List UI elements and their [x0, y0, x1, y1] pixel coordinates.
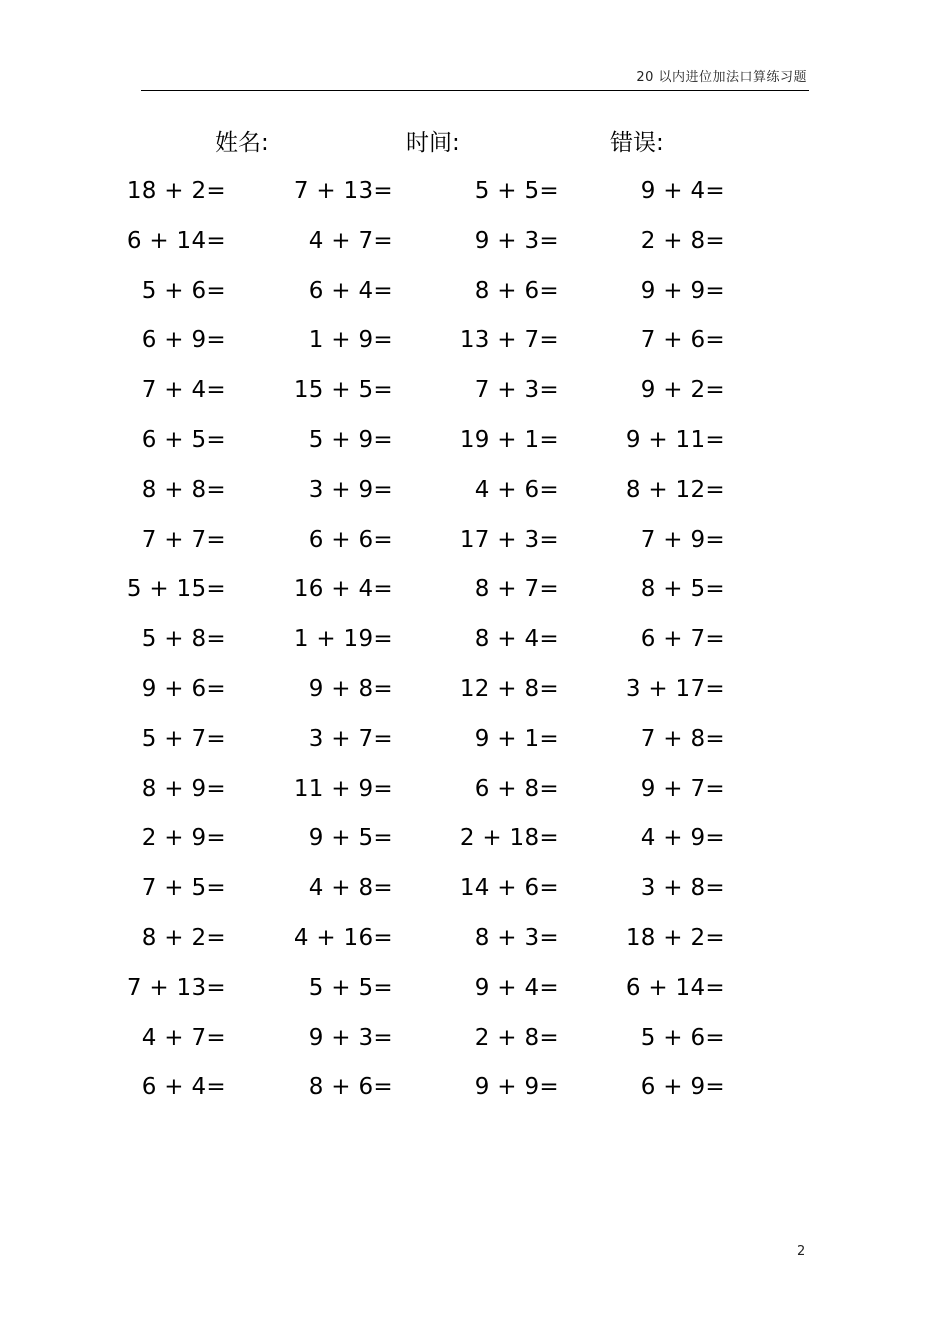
problem-row — [0, 714, 950, 764]
math-problem: 2 + 8= — [474, 1024, 559, 1051]
math-problem: 9 + 11= — [625, 427, 725, 453]
math-problem: 14 + 6= — [459, 875, 559, 902]
problem-row — [0, 266, 950, 316]
math-problem: 9 + 9= — [474, 1074, 559, 1101]
math-problem: 7 + 9= — [640, 526, 725, 553]
math-problem: 8 + 4= — [474, 626, 559, 653]
math-problem: 17 + 3= — [459, 526, 559, 553]
math-problem: 8 + 2= — [141, 925, 226, 951]
math-problem: 6 + 4= — [141, 1074, 226, 1101]
problem-row — [0, 216, 950, 266]
math-problem: 2 + 8= — [640, 227, 725, 254]
math-problem: 9 + 9= — [640, 277, 725, 304]
math-problem: 1 + 19= — [293, 626, 393, 653]
math-problem: 6 + 5= — [141, 427, 226, 453]
problem-row — [0, 1062, 950, 1112]
problem-row — [0, 963, 950, 1013]
math-problem: 7 + 13= — [126, 974, 226, 1001]
problem-row — [0, 913, 950, 963]
time-label: 时间: — [406, 130, 460, 156]
math-problem: 11 + 9= — [293, 775, 393, 802]
problem-row — [0, 764, 950, 814]
math-problem: 4 + 16= — [293, 925, 393, 951]
math-problem: 8 + 9= — [141, 775, 226, 802]
math-problem: 8 + 6= — [474, 277, 559, 304]
math-problem: 1 + 9= — [308, 327, 393, 354]
problem-row — [0, 365, 950, 415]
math-problem: 3 + 17= — [625, 676, 725, 702]
math-problem: 4 + 7= — [308, 227, 393, 254]
math-problem: 4 + 6= — [474, 476, 559, 503]
math-problem: 5 + 7= — [141, 725, 226, 752]
name-label: 姓名: — [215, 130, 269, 156]
math-problem: 3 + 7= — [308, 725, 393, 752]
math-problem: 15 + 5= — [293, 377, 393, 404]
math-problem: 6 + 4= — [308, 277, 393, 304]
math-problem: 9 + 4= — [474, 974, 559, 1001]
math-problem: 6 + 14= — [625, 974, 725, 1001]
problem-row — [0, 564, 950, 614]
math-problem: 8 + 7= — [474, 576, 559, 603]
math-problem: 7 + 3= — [474, 377, 559, 404]
math-problem: 12 + 8= — [459, 676, 559, 702]
math-problem: 6 + 14= — [126, 227, 226, 254]
math-problem: 18 + 2= — [126, 178, 226, 204]
math-problem: 5 + 5= — [308, 974, 393, 1001]
math-problem: 4 + 8= — [308, 875, 393, 902]
math-problem: 18 + 2= — [625, 925, 725, 951]
math-problem: 8 + 6= — [308, 1074, 393, 1101]
math-problem: 6 + 9= — [640, 1074, 725, 1101]
math-problem: 6 + 8= — [474, 775, 559, 802]
math-problem: 16 + 4= — [293, 576, 393, 603]
math-problem: 5 + 6= — [640, 1024, 725, 1051]
math-problem: 9 + 8= — [308, 676, 393, 702]
math-problem: 3 + 8= — [640, 875, 725, 902]
problem-row — [0, 863, 950, 913]
math-problem: 9 + 7= — [640, 775, 725, 802]
math-problem: 9 + 4= — [640, 178, 725, 204]
problem-row — [0, 515, 950, 565]
math-problem: 9 + 2= — [640, 377, 725, 404]
problem-row — [0, 1013, 950, 1063]
page-number: 2 — [797, 1244, 806, 1259]
math-problem: 9 + 6= — [141, 676, 226, 702]
math-problem: 7 + 6= — [640, 327, 725, 354]
math-problem: 5 + 5= — [474, 178, 559, 204]
math-problem: 9 + 5= — [308, 825, 393, 852]
problem-row — [0, 465, 950, 515]
header-title: 20 以内进位加法口算练习题 — [636, 70, 807, 85]
problem-row — [0, 664, 950, 714]
math-problem: 7 + 5= — [141, 875, 226, 902]
problem-row — [0, 614, 950, 664]
math-problem: 7 + 7= — [141, 526, 226, 553]
error-label: 错误: — [610, 130, 664, 156]
math-problem: 6 + 7= — [640, 626, 725, 653]
math-problem: 5 + 9= — [308, 427, 393, 453]
math-problem: 13 + 7= — [459, 327, 559, 354]
math-problem: 9 + 3= — [474, 227, 559, 254]
math-problem: 5 + 6= — [141, 277, 226, 304]
math-problem: 5 + 8= — [141, 626, 226, 653]
student-info-row — [0, 126, 950, 160]
math-problem: 7 + 4= — [141, 377, 226, 404]
problem-row — [0, 315, 950, 365]
problem-row — [0, 166, 950, 216]
math-problem: 2 + 18= — [459, 825, 559, 852]
math-problem: 8 + 8= — [141, 476, 226, 503]
math-problem: 4 + 9= — [640, 825, 725, 852]
math-problem: 2 + 9= — [141, 825, 226, 852]
math-problem: 9 + 1= — [474, 725, 559, 752]
math-problem: 19 + 1= — [459, 427, 559, 453]
math-problem: 7 + 13= — [293, 178, 393, 204]
math-problem: 7 + 8= — [640, 725, 725, 752]
problem-row — [0, 813, 950, 863]
math-problem: 3 + 9= — [308, 476, 393, 503]
math-problem: 9 + 3= — [308, 1024, 393, 1051]
math-problem: 6 + 6= — [308, 526, 393, 553]
math-problem: 8 + 3= — [474, 925, 559, 951]
math-problem: 4 + 7= — [141, 1024, 226, 1051]
page-header — [141, 62, 809, 91]
math-problem: 5 + 15= — [126, 576, 226, 603]
math-problem: 6 + 9= — [141, 327, 226, 354]
problem-row — [0, 415, 950, 465]
math-problem: 8 + 5= — [640, 576, 725, 603]
math-problem: 8 + 12= — [625, 476, 725, 503]
